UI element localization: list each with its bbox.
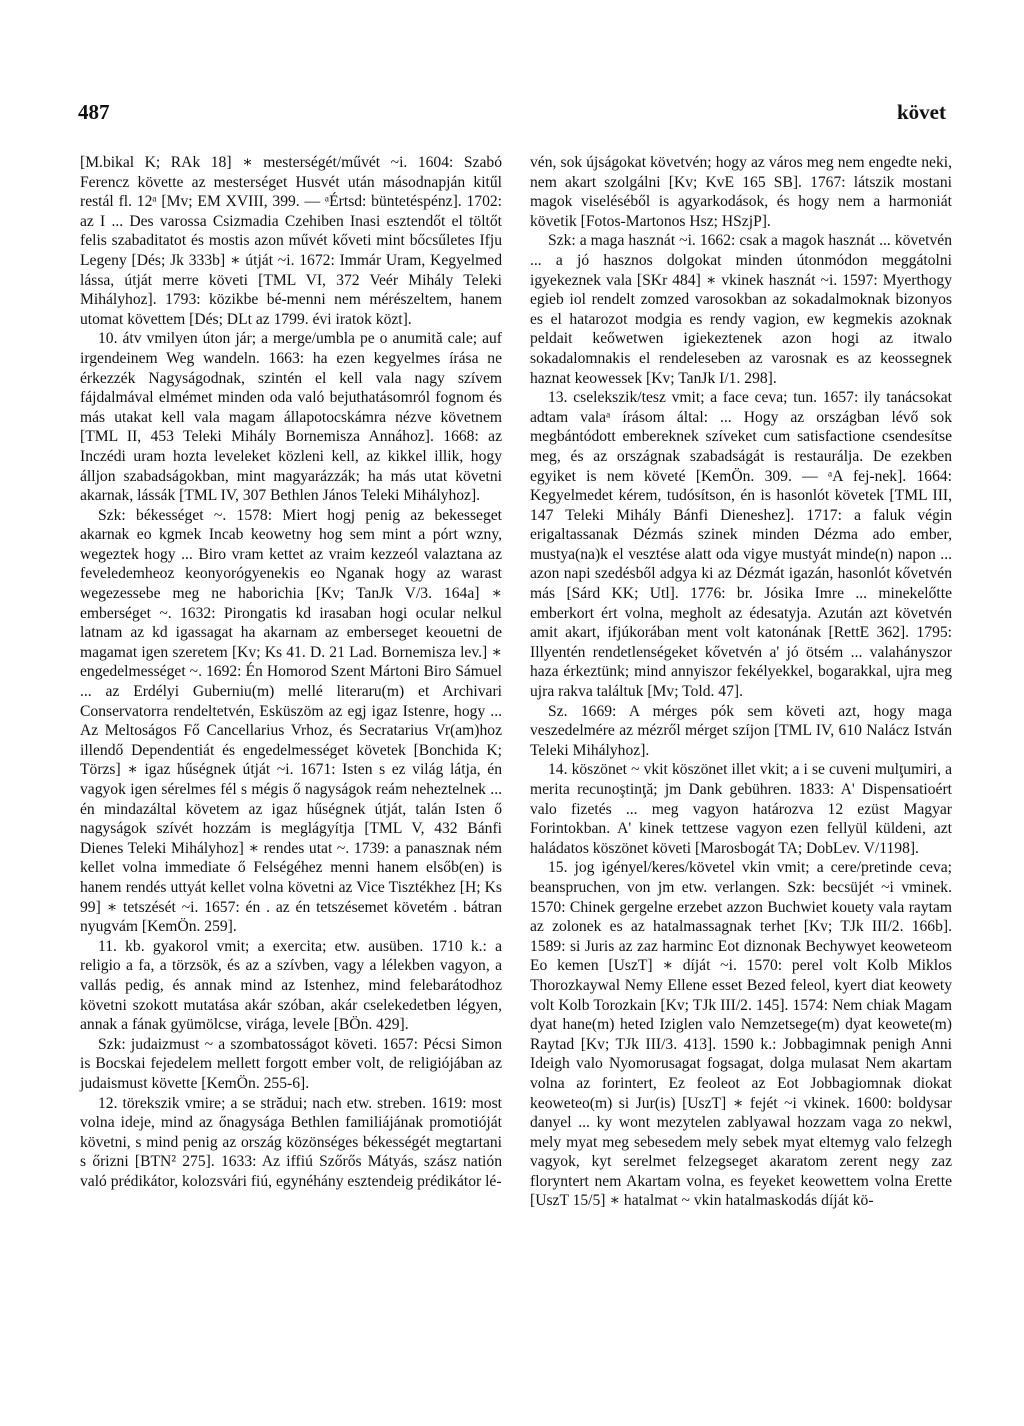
entry-paragraph: 12. törekszik vmire; a se strădui; nach etw. streben. 1619: most volna ideje, mind az őnagysága Bethlen familiájának promotióját követni, s mind penig az ország közönséges békességét megtartani s őrizni [BTN² 275]. 1633: Az iffiú Szőrős Mátyás, szász natión való prédikátor, kolozsvári fiú, egynéhány esztendeig prédikátor lé- — [80, 1094, 502, 1190]
entry-paragraph: 11. kb. gyakorol vmit; a exercita; etw. ausüben. 1710 k.: a religio a fa, a törzsök, és az a szívben, vagy a lélekben vagyon, a vallás pedig, és annak mind az Istenhez, mind felebarátodhoz követni szokott mutatása akár szóban, akár cselekedetben légyen, annak a fának gyümölcse, virága, levele [BÖn. 429]. — [80, 937, 502, 1034]
entry-paragraph: Sz. 1669: A mérges pók sem követi azt, hogy maga veszedelmére az mézről mérget szíjon [TML IV, 610 Nalácz István Teleki Mihályhoz]. — [530, 702, 952, 759]
entry-paragraph: vén, sok újságokat követvén; hogy az város meg nem engedte neki, nem akart szolgálni [Kv; KvE 165 SB]. 1767: látszik mostani magok viseléséből is agyarkodások, és hogy nem a harmoniát követik [Fotos-Martonos Hsz; HSzjP]. — [530, 154, 952, 230]
entry-paragraph: Szk: judaizmust ~ a szombatosságot követi. 1657: Pécsi Simon is Bocskai fejedelem mellett forgott ember volt, de religiójában az judaismust követte [KemÖn. 255-6]. — [80, 1035, 502, 1092]
entry-paragraph: Szk: békességet ~. 1578: Miert hogj penig az bekesseget akarnak eo kgmek Incab keowetny hog sem mint a pórt wzny, wegeztek hogy ... Biro vram kettet az vraim kezzeól valaztana az feveledemheoz keonyorógyenekis eo Nganak hogy az warast wegezessebe meg ne haborichia [Kv; TanJk V/3. 164a] ∗ emberséget ~. 1632: Pirongatis kd irasaban hogi ocular nelkul latnam az kd igassagat ha akarnam az emberseget keouetni de magamat igen szeretem [Kv; Ks 41. D. 21 Lad. Bornemisza lev.] ∗ engedelmességet ~. 1692: Én Homorod Szent Mártoni Biro Sámuel ... az Erdélyi Guberniu(m) mellé literaru(m) et Archivari Conservatorra rendeltetvén, Esküszöm az egj igaz Istenre, hogy ... Az Meltoságos Fő Cancellarius Vrhoz, és Secratarius Vr(am)hoz illendő Dependentiát és engedelmességet követek [Bonchida K; Törzs] ∗ igaz hűségnek útját ~i. 1671: Isten s ez világ látja, én vagyok igen sérelmes fél s mégis ő nagyságok reám neheztelnek ... én mindazáltal követem az igaz hűségnek útját, talán Isten ő nagyságok szívét hozzám is meglágyítja [TML V, 432 Bánfi Dienes Teleki Mihályhoz] ∗ rendes utat ~. 1739: a panasznak ném kellet volna immediate ő Felségéhez menni hanem elsőb(en) is hanem rendés uttyát kellet volna követni az Vice Tisztékhez [H; Ks 99] ∗ tetszését ~i. 1657: én . az én tetszésemet követém . bátran nyugvám [KemÖn. 259]. — [80, 506, 502, 936]
page-header — [78, 100, 946, 130]
entry-paragraph: 15. jog igényel/keres/követel vkin vmit; a cere/pretinde ceva; beanspruchen, von jm etw. verlangen. Szk: becsüjét ~i vminek. 1570: Chinek gergelne erzebet azzon Buchwiet kouety vala raytam az zolonek es az hatalmassagnak terhet [Kv; TJk III/2. 166b]. 1589: si Juris az zaz harminc Eot diznonak Bechywyet keoweteom Eo kemen [UszT] ∗ díját ~i. 1570: perel volt Kolb Miklos Thorozkaywal Nemy Ellene esset Bezed feleol, kyert diat keowety volt Kolb Torozkain [Kv; TJk III/2. 145]. 1574: Nem chiak Magam dyat hane(m) heted Iziglen valo Nemzetsege(m) dyat keowete(m) Raytad [Kv; TJk III/3. 413]. 1590 k.: Jobbagimnak penigh Anni Ideigh valo Nyomorusagat fogsagat, dolga mulasat Nem akartam volna az forintert, Ez feoleot az Eot Jobbagiomnak diokat keoweteo(m) si Jur(is) [UszT] ∗ fejét ~i vkinek. 1600: boldysar danyel ... ky wont mezytelen zablyawal hozzam vaga zo nekwl, mely myat meg sebesedem mely sebek myat eltemyg valo felzegh vagyok, kyt serelmet felzegseget akaratom zerent negy zaz floryntert nem Akartam volna, es feyeket keowettem volna Erette [UszT 15/5] ∗ hatalmat ~ vkin hatalmaskodás díját kö- — [530, 859, 952, 1210]
entry-paragraph: Szk: a maga hasznát ~i. 1662: csak a magok hasznát ... követvén ... a jó hasznos dolgokat minden útonmódon meggátolni igyekeznek vala [SKr 484] ∗ vkinek hasznát ~i. 1597: Myerthogy egieb iol rendelt zomzed varosokban az sokadalmoknak bizonyos es el hatarozot modgia es rendy vagion, ew kegmekis azoknak peldait keőwetwen igiekeztenek azon hogi az itwalo sokadalomnakis el rendeleseben az varosnak es az keossegnek haznat keowessek [Kv; TanJk I/1. 298]. — [530, 232, 952, 387]
page-number: 487 — [78, 100, 110, 124]
entry-paragraph: 14. köszönet ~ vkit köszönet illet vkit; a i se cuveni mulţumiri, a merita recunoştinţă; jm Dank gebühren. 1833: A' Dispensatioért valo fizetés ... meg vagyon határozva 12 ezüst Magyar Forintokban. A' kinek tettzese vagyon ezen fellyül küldeni, azt haládatos köszönet követi [Marosbogát TA; DobLev. V/1198]. — [530, 761, 952, 857]
entry-paragraph: 10. átv vmilyen úton jár; a merge/umbla pe o anumită cale; auf irgendeinem Weg wandeln. 1663: ha ezen kegyelmes írása ne érkezzék Nagyságodnak, szintén el kell vala nagy szívem fájdalmával elmémet minden oda való bejuthatásomról fognom és más utakat kell vala magam állapotocskámra nézve követnem [TML II, 453 Teleki Mihály Bornemisza Annához]. 1668: az Inczédi uram hozta leveleket közleni kell, az kikkel illik, hogy álljon szabadságokban, mint magyarázzák; ha más utat követni akarnak, lássák [TML IV, 307 Bethlen János Teleki Mihályhoz]. — [80, 330, 502, 505]
left-column — [80, 153, 502, 1191]
running-head: követ — [897, 100, 946, 124]
entry-paragraph: 13. cselekszik/tesz vmit; a face ceva; tun. 1657: ily tanácsokat adtam valaᵃ írásom által: ... Hogy az országban lévő sok megbántódott embereknek szíveket cum satisfactione csendesítse meg, és az országnak szabadságát is restaurálja. De ezekben egyiket is nem követé [KemÖn. 309. — ᵃA fej-nek]. 1664: Kegyelmedet kérem, tudósítson, én is hasonlót követek [TML III, 147 Teleki Mihály Bánfi Dieneshez]. 1717: a faluk végin erigaltassanak Dézmás szinek minden Dézma ado ember, mustya(na)k el vesztése alatt oda vigye mustyát minde(n) napon ... azon napi szedésből adgya ki az Dézmát igazán, hasonlót kővetvén más [Sárd KK; Utl]. 1776: br. Jósika Imre ... minekelőtte emberkort ért volna, megholt az édesatyja. Azután azt követvén amit akart, ifjúkorában ment volt katonának [RettE 362]. 1795: Illyentén rendetlenségeket kővetvén a' jó ötsém ... valahányszor haza érkeztünk; mind annyiszor fekélyekkel, bogarakkal, ujra meg ujra rakva találtuk [Mv; Told. 47]. — [530, 389, 952, 701]
right-column — [530, 153, 952, 1211]
entry-paragraph: [M.bikal K; RAk 18] ∗ mesterségét/művét ~i. 1604: Szabó Ferencz követte az mesterséget Husvét után másodnapján kitűl restál fl. 12ᵃ [Mv; EM XVIII, 399. — ᵃÉrtsd: büntetéspénz]. 1702: az I ... Des varossa Csizmadia Czehiben Inasi esztendőt el töltőt felis szabaditatot és mostis azon művét kőveti mint bőcsűletes Ifju Legeny [Dés; Jk 333b] ∗ útját ~i. 1672: Immár Uram, Kegyelmed lássa, útját merre követi [TML VI, 372 Veér Mihály Teleki Mihályhoz]. 1793: közikbe bé-menni nem mérészeltem, hanem utomat követtem [Dés; DLt az 1799. évi iratok közt]. — [80, 154, 502, 328]
